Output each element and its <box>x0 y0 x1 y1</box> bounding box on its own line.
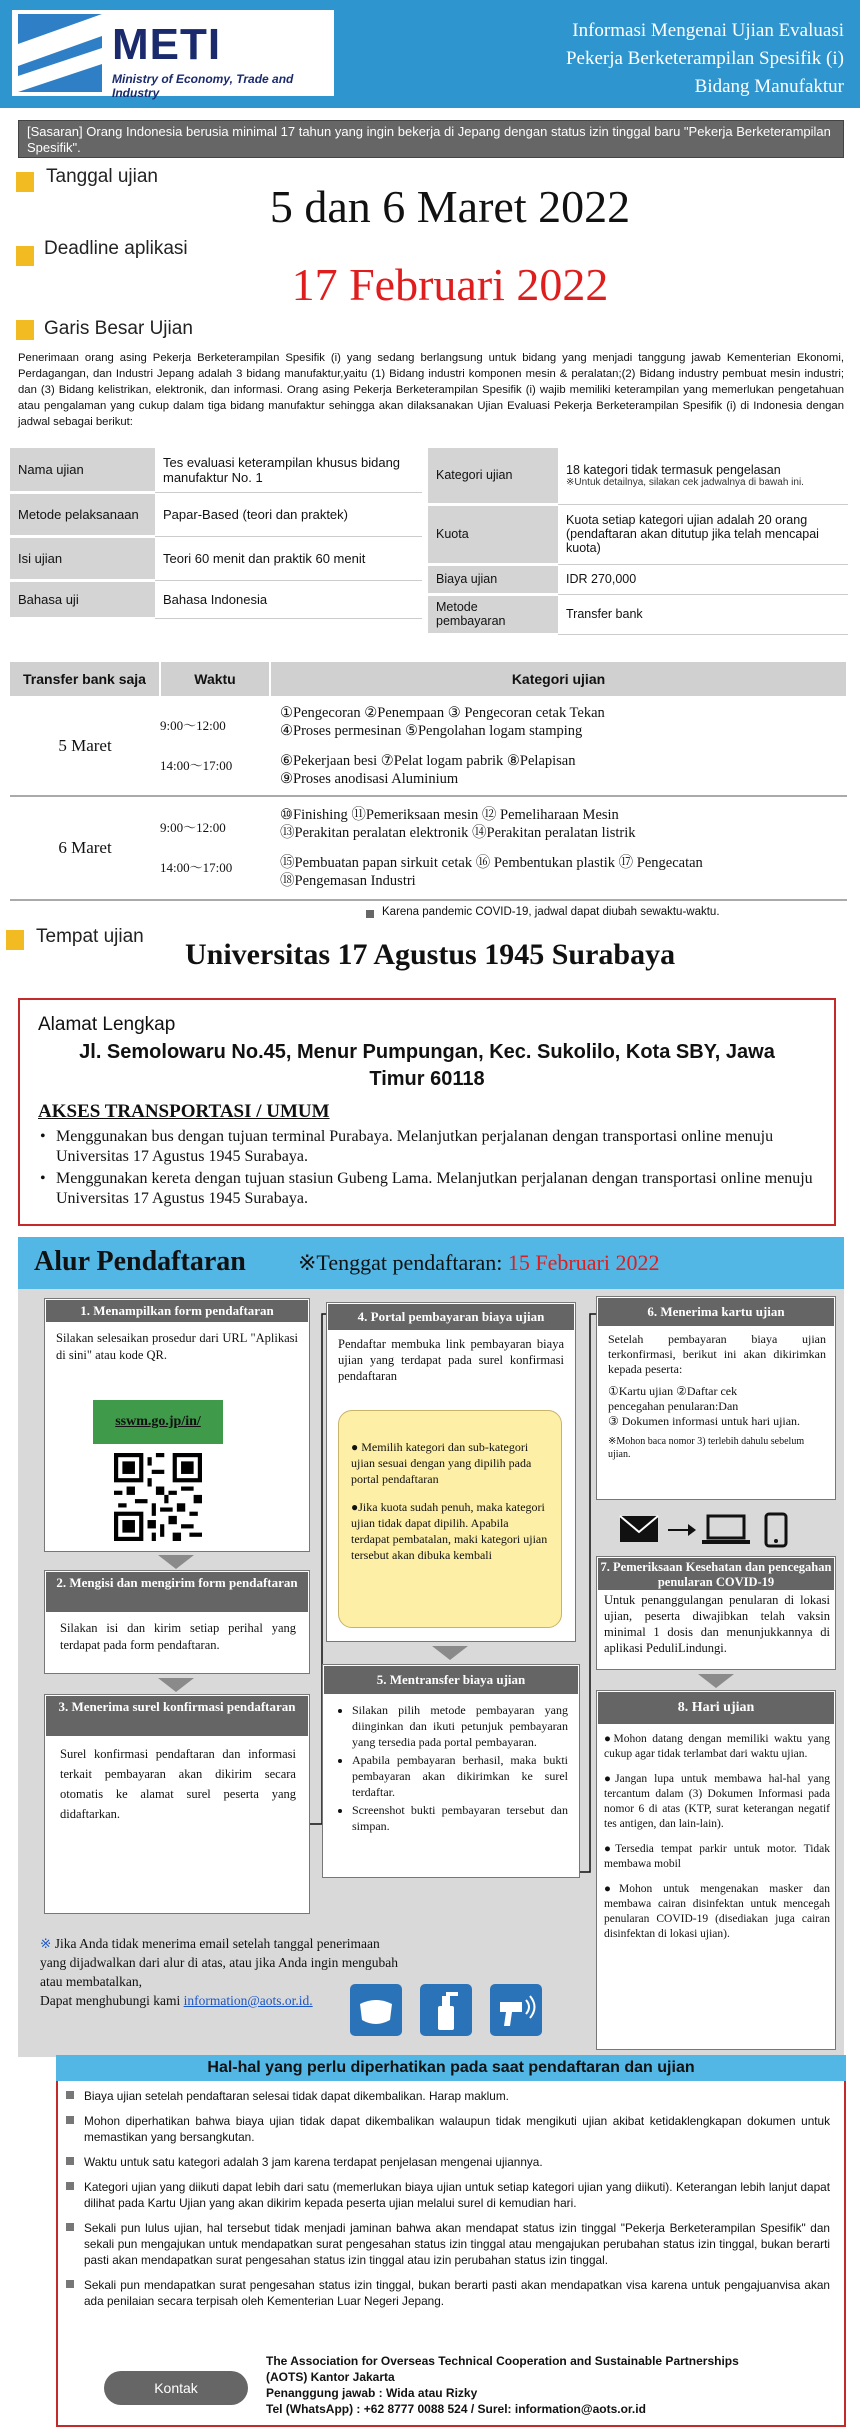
qr-code-icon[interactable] <box>114 1453 202 1541</box>
email-note-contact-prefix: Dapat menghubungi kami <box>40 1993 184 2008</box>
category-line: ⑱Pengemasan Industri <box>280 873 416 889</box>
info-value: Bahasa Indonesia <box>155 580 422 618</box>
info-key: Bahasa uji <box>10 580 155 618</box>
list-item: Sekali pun lulus ujian, hal tersebut tidak menjadi jaminan bahwa akan mendapat status izin tinggal "Pekerja Berketerampilan Spesifik" dan sekali pun mengajukan untuk mendapatkan surat pengesahan status izin tinggal atau mengajukan perubahan status izin tinggal, bukan berarti pasti akan mendapatkan surat pengesahan status izin tinggal atau izin perubahan status izin tinggal. <box>56 2220 830 2268</box>
target-band: [Sasaran] Orang Indonesia berusia minimal 17 tahun yang ingin bekerja di Jepang dengan status izin tinggal baru "Pekerja Berketerampilan Spesifik". <box>18 120 844 158</box>
info-key: Metode pelaksanaan <box>10 492 155 536</box>
info-key: Nama ujian <box>10 448 155 492</box>
list-item: • Screenshot bukti pembayaran tersebut dan simpan. <box>352 1802 568 1834</box>
flow-deadline-date: 15 Februari 2022 <box>502 1250 660 1275</box>
email-note-text: Jika Anda tidak menerima email setelah tanggal penerimaan yang dijadwalkan dari alur di atas, atau jika Anda ingin mengubah atau membatalkan, <box>40 1936 399 1989</box>
notes-title: Hal-hal yang perlu diperhatikan pada saat pendaftaran dan ujian <box>56 2055 846 2081</box>
step-6-item: ③ Dokumen informasi untuk hari ujian. <box>608 1414 801 1428</box>
list-item: • Apabila pembayaran berhasil, maka bukti pembayaran akan dikirimkan ke surel terdaftar. <box>352 1752 568 1800</box>
info-value: Teori 60 menit dan praktik 60 menit <box>155 536 422 580</box>
address-box <box>18 998 836 1226</box>
schedule-categories <box>270 696 847 796</box>
schedule-day: 6 Maret <box>10 796 160 900</box>
thermometer-icon <box>490 1984 542 2036</box>
table-row <box>428 564 848 594</box>
table-row <box>10 536 422 580</box>
info-value: Papar-Based (teori dan praktek) <box>155 492 422 536</box>
section-marker-icon <box>16 246 34 266</box>
category-line: ⑮Pembuatan papan sirkuit cetak ⑯ Pembentukan plastik ⑰ Pengecatan <box>280 855 703 871</box>
list-item: Waktu untuk satu kategori adalah 3 jam karena terdapat penjelasan mengenai ujiannya. <box>56 2154 830 2170</box>
arrow-right-icon <box>668 1524 696 1536</box>
covid-schedule-note: Karena pandemic COVID-19, jadwal dapat diubah sewaktu-waktu. <box>382 906 720 918</box>
info-value-cell <box>558 448 848 504</box>
schedule-times <box>160 696 270 796</box>
email-note <box>40 1934 400 2010</box>
info-key: Metode pembayaran <box>428 594 558 634</box>
header-title-line1: Informasi Mengenai Ujian Evaluasi <box>572 20 844 41</box>
step-2-head: 2. Mengisi dan mengirim form pendaftaran <box>46 1572 308 1612</box>
list-item: ●Mohon datang dengan memiliki waktu yang cukup agar tidak terlambat dari waktu ujian. <box>604 1733 830 1760</box>
list-item: • Silakan pilih metode pembayaran yang diinginkan dan ikuti petunjuk pembayaran yang tersedia pada portal pembayaran. <box>352 1702 568 1750</box>
venue-value: Universitas 17 Agustus 1945 Surabaya <box>185 938 676 971</box>
info-value: Tes evaluasi keterampilan khusus bidang manufaktur No. 1 <box>155 448 422 492</box>
category-line: ①Pengecoran ②Penempaan ③ Pengecoran cetak Tekan <box>280 704 605 721</box>
meti-logo-icon <box>18 14 102 92</box>
overview-text: Penerimaan orang asing Pekerja Berketerampilan Spesifik (i) yang sedang berlangsung untuk bidang yang menjadi tanggung jawab Kementerian Ekonomi, Perdagangan, dan Industri Jepang adalah 3 bidang manufaktur,yaitu (1) Bidang industri komponen mesin & peralatan;(2) Bidang industry pembuat mesin industri; dan (3) Bidang kelistrikan, elektronik, dan informasi. Orang asing Pekerja Berketerampilan Spesifik (i) wajib memiliki keterampilan yang memerlukan pengetahuan atau pengalaman yang cukup dalam tiga bidang manufaktur sehingga akan dilaksanakan Ujian Evaluasi Pekerja Berketerampilan Spesifik (i) di Indonesia dengan jadwal sebagai berikut: <box>18 352 844 428</box>
step-6-head: 6. Menerima kartu ujian <box>598 1298 834 1326</box>
section-marker-icon <box>16 172 34 192</box>
category-line: ⑬Perakitan peralatan elektronik ⑭Perakitan peralatan listrik <box>280 825 636 841</box>
info-note: ※Untuk detailnya, silakan cek jadwalnya di bawah ini. <box>566 477 804 489</box>
step-6-item: ①Kartu ujian ②Daftar cek <box>608 1384 738 1398</box>
step-4-text: Pendaftar membuka link pembayaran biaya ujian yang terdapat pada surel konfirmasi pendaftaran <box>338 1337 564 1383</box>
flow-deadline-prefix: ※Tenggat pendaftaran: <box>298 1250 503 1275</box>
step-6-item: pencegahan penularan:Dan <box>608 1399 739 1413</box>
contact-phone: Tel (WhatsApp) : +62 8777 0088 524 / Surel: information@aots.or.id <box>266 2402 646 2416</box>
step-5-list <box>338 1702 568 1834</box>
step-6-note: ※Mohon baca nomor 3) terlebih dahulu sebelum ujian. <box>608 1436 805 1460</box>
transport-list <box>38 1127 816 1209</box>
application-link-button[interactable]: sswm.go.jp/in/ <box>93 1400 223 1444</box>
venue-label: Tempat ujian <box>36 926 144 947</box>
address-body <box>38 1039 816 1093</box>
step-1-text: Silakan selesaikan prosedur dari URL "Aplikasi di sini" atau kode QR. <box>56 1331 298 1362</box>
schedule-header-row <box>10 662 847 696</box>
address-title: Alamat Lengkap <box>38 1014 176 1035</box>
step-8-items <box>604 1732 830 1952</box>
info-key: Kategori ujian <box>428 448 558 504</box>
address-line: Jl. Semolowaru No.45, Menur Pumpungan, Kec. Sukolilo, Kota SBY, Jawa <box>79 1041 775 1063</box>
schedule-day: 5 Maret <box>10 696 160 796</box>
schedule-header: Transfer bank saja <box>10 662 160 696</box>
bullet-square-icon <box>366 910 374 918</box>
table-row <box>428 448 848 504</box>
logo-wordmark: METI <box>112 20 222 69</box>
contact-button[interactable]: Kontak <box>104 2371 248 2405</box>
arrow-down-icon <box>432 1646 468 1660</box>
category-line: ⑨Proses anodisasi Aluminium <box>280 770 459 787</box>
contact-info <box>266 2353 826 2417</box>
schedule-time: 14:00～17:00 <box>160 757 233 773</box>
mask-icon <box>350 1984 402 2036</box>
step-6-text: Setelah pembayaran biaya ujian terkonfirmasi, berikut ini akan dikirimkan kepada peserta: <box>608 1332 826 1376</box>
category-line: ⑥Pekerjaan besi ⑦Pelat logam pabrik ⑧Pelapisan <box>280 752 576 769</box>
step-1-head: 1. Menampilkan form pendaftaran <box>46 1300 308 1322</box>
info-value: 18 kategori tidak termasuk pengelasan <box>566 463 781 478</box>
exam-date-value: 5 dan 6 Maret 2022 <box>269 181 631 232</box>
contact-person: Penanggung jawab : Wida atau Rizky <box>266 2386 478 2400</box>
header-title-line2: Pekerja Berketerampilan Spesifik (i) <box>565 48 844 69</box>
deadline-value: 17 Februari 2022 <box>291 259 609 310</box>
table-row <box>10 696 847 796</box>
exam-date-label: Tanggal ujian <box>46 166 158 187</box>
schedule-time: 14:00～17:00 <box>160 860 233 875</box>
step-4-notes <box>338 1410 562 1628</box>
phone-icon <box>766 1514 786 1546</box>
list-item: ●Mohon untuk mengenakan masker dan membawa cairan disinfektan untuk mencegah penularan COVID-19 (disediakan juga cairan disinfektan di lokasi ujian). <box>604 1883 830 1940</box>
schedule-header: Kategori ujian <box>270 662 847 696</box>
table-row <box>10 492 422 536</box>
list-item: Kategori ujian yang diikuti dapat lebih dari satu (memerlukan biaya ujian untuk setiap kategori ujian yang diikuti). Keterangan lebih lanjut dapat dilihat pada Kartu Ujian yang akan dikirim kepada peserta ujian melalui surel di kemudian hari. <box>56 2179 830 2211</box>
list-item: Biaya ujian setelah pendaftaran selesai tidak dapat dikembalikan. Harap maklum. <box>56 2088 830 2104</box>
arrow-down-icon <box>698 1674 734 1688</box>
header-title-line3: Bidang Manufaktur <box>694 76 844 97</box>
list-item: Mohon diperhatikan bahwa biaya ujian tidak dapat dikembalikan walaupun tidak mengikuti ujian akibat ketidaklengkapan dokumen untuk memastikan yang bersangkutan. <box>56 2113 830 2145</box>
info-value: Transfer bank <box>558 594 848 634</box>
schedule-time: 9:00～12:00 <box>160 717 226 733</box>
step-4-bullet: ● Memilih kategori dan sub-kategori ujian sesuai dengan yang dipilih pada portal pendaftaran <box>351 1440 532 1486</box>
schedule-categories <box>270 796 847 900</box>
step-7-text: Untuk penanggulangan penularan di lokasi ujian, peserta diwajibkan telah vaksin minimal 1 dosis dan menunjukkannya di aplikasi PeduliLindungi. <box>604 1593 830 1655</box>
arrow-down-icon <box>158 1555 194 1569</box>
device-icons <box>616 1510 816 1550</box>
mail-icon <box>620 1516 658 1542</box>
schedule-time: 9:00～12:00 <box>160 820 226 835</box>
contact-org: (AOTS) Kantor Jakarta <box>266 2370 395 2384</box>
list-item: Sekali pun mendapatkan surat pengesahan status izin tinggal, bukan berarti pasti akan mendapatkan visa karena untuk pengajuanvisa akan ada penilaian secara terpisah oleh Kementerian Luar Negeri Jepang. <box>56 2277 830 2309</box>
category-line: ④Proses permesinan ⑤Pengolahan logam stamping <box>280 722 583 739</box>
notes-list <box>56 2088 830 2318</box>
section-marker-icon <box>16 320 34 340</box>
step-7-head: 7. Pemeriksaan Kesehatan dan pencegahan penularan COVID-19 <box>598 1558 834 1590</box>
overview-label: Garis Besar Ujian <box>44 318 193 339</box>
sanitizer-icon <box>420 1984 472 2036</box>
info-key: Kuota <box>428 504 558 564</box>
laptop-icon <box>702 1516 750 1544</box>
table-row <box>10 580 422 618</box>
contact-email-link[interactable]: information@aots.or.id. <box>183 1993 313 2008</box>
logo-subtitle: Ministry of Economy, Trade and Industry <box>112 72 294 100</box>
step-3-head: 3. Menerima surel konfirmasi pendaftaran <box>46 1696 308 1736</box>
exam-info-table-left <box>10 448 422 620</box>
list-item: ●Tersedia tempat parkir untuk motor. Tidak membawa mobil <box>604 1843 830 1870</box>
step-3-text: Surel konfirmasi pendaftaran dan informasi terkait pembayaran akan dikirim secara otomatis ke alamat surel peserta yang didaftarkan. <box>60 1747 296 1821</box>
table-row <box>10 448 422 492</box>
list-item: ●Jangan lupa untuk membawa hal-hal yang tercantum dalam (3) Dokumen Informasi pada nomor 6 di atas (KTP, surat keterangan negatif tes antigen, dan lain-lain). <box>604 1773 830 1830</box>
arrow-down-icon <box>158 1678 194 1692</box>
info-value: IDR 270,000 <box>558 564 848 594</box>
contact-org: The Association for Overseas Technical Cooperation and Sustainable Partnerships <box>266 2354 739 2368</box>
schedule-times <box>160 796 270 900</box>
schedule-table <box>10 662 848 901</box>
flow-title: Alur Pendaftaran <box>34 1246 246 1277</box>
transport-title: AKSES TRANSPORTASI / UMUM <box>38 1101 330 1122</box>
table-row <box>428 594 848 634</box>
step-2-text: Silakan isi dan kirim setiap perihal yang terdapat pada form pendaftaran. <box>60 1621 296 1652</box>
list-item: • Menggunakan kereta dengan tujuan stasiun Gubeng Lama. Melanjutkan perjalanan dengan transportasi online menuju Universitas 17 Agustus 1945 Surabaya. <box>38 1169 816 1209</box>
email-note-mark: ※ <box>40 1936 52 1951</box>
step-4-bullet: ●Jika kuota sudah penuh, maka kategori ujian tidak dapat dipilih. Apabila terdapat pembatalan, maki kategori ujian tersebut akan dibuka kembali <box>351 1500 548 1562</box>
step-5-head: 5. Mentransfer biaya ujian <box>324 1666 578 1694</box>
meti-logo <box>12 10 334 100</box>
table-row <box>428 504 848 564</box>
step-8-head: 8. Hari ujian <box>598 1692 834 1724</box>
step-4-head: 4. Portal pembayaran biaya ujian <box>328 1304 574 1330</box>
list-item: • Menggunakan bus dengan tujuan terminal Purabaya. Melanjutkan perjalanan dengan transportasi online menuju Universitas 17 Agustus 1945 Surabaya. <box>38 1127 816 1167</box>
table-row <box>10 796 847 900</box>
covid-prevention-icons <box>350 1982 580 2038</box>
address-line: Timur 60118 <box>369 1068 485 1090</box>
category-line: ⑩Finishing ⑪Pemeriksaan mesin ⑫ Pemeliharaan Mesin <box>280 807 619 823</box>
section-marker-icon <box>6 930 24 950</box>
deadline-label: Deadline aplikasi <box>44 238 188 259</box>
exam-info-table-right <box>428 448 848 636</box>
step-6-items <box>608 1384 828 1461</box>
flow-deadline <box>298 1250 659 1276</box>
info-key: Biaya ujian <box>428 564 558 594</box>
schedule-header: Waktu <box>160 662 270 696</box>
info-key: Isi ujian <box>10 536 155 580</box>
info-value: Kuota setiap kategori ujian adalah 20 orang (pendaftaran akan ditutup jika telah mencapai kuota) <box>558 504 848 564</box>
